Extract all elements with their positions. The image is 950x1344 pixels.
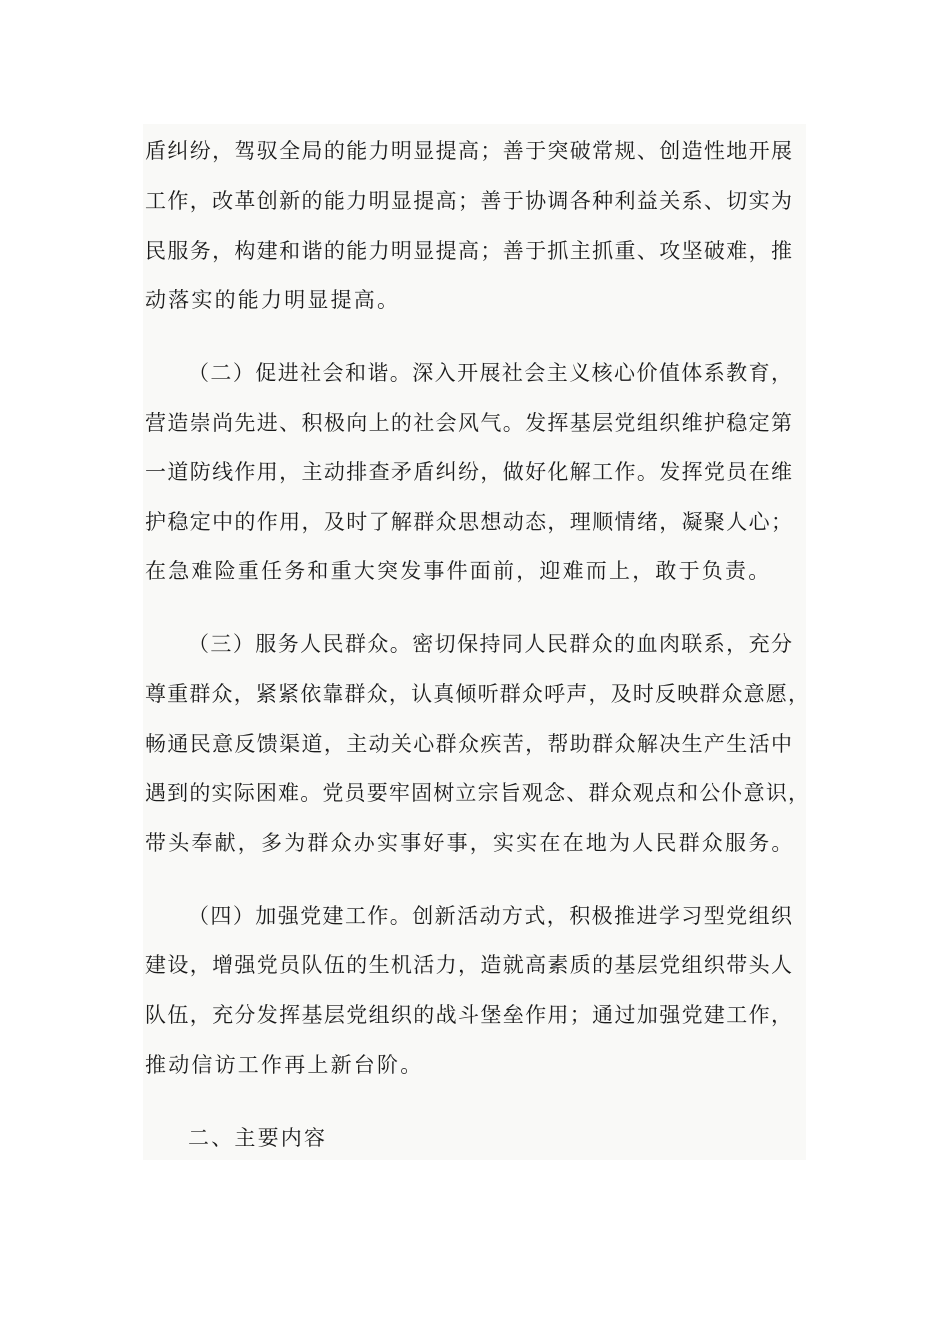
- paragraph-2-line-1: （二）促进社会和谐。深入开展社会主义核心价值体系教育，: [188, 361, 792, 385]
- paragraph-2-line-3: 一道防线作用，主动排查矛盾纠纷，做好化解工作。发挥党员在维: [145, 460, 792, 484]
- paragraph-3-line-2: 尊重群众，紧紧依靠群众，认真倾听群众呼声，及时反映群众意愿，: [145, 682, 809, 706]
- paragraph-3-line-3: 畅通民意反馈渠道，主动关心群众疾苦，帮助群众解决生产生活中: [145, 732, 792, 756]
- paragraph-3-line-1: （三）服务人民群众。密切保持同人民群众的血肉联系，充分: [188, 632, 792, 656]
- paragraph-3-line-5: 带头奉献，多为群众办实事好事，实实在在地为人民群众服务。: [145, 831, 795, 855]
- paragraph-2-line-5: 在急难险重任务和重大突发事件面前，迎难而上，敢于负责。: [145, 559, 772, 583]
- paragraph-2-line-4: 护稳定中的作用，及时了解群众思想动态，理顺情绪，凝聚人心；: [145, 510, 792, 534]
- paragraph-4-line-4: 推动信访工作再上新台阶。: [145, 1053, 424, 1077]
- paragraph-1-line-3: 民服务，构建和谐的能力明显提高；善于抓主抓重、攻坚破难，推: [145, 239, 792, 263]
- paragraph-1-line-4: 动落实的能力明显提高。: [145, 288, 401, 312]
- section-heading: 二、主要内容: [188, 1126, 328, 1150]
- paragraph-4-line-2: 建设，增强党员队伍的生机活力，造就高素质的基层党组织带头人: [145, 953, 792, 977]
- paragraph-4-line-1: （四）加强党建工作。创新活动方式，积极推进学习型党组织: [188, 904, 792, 928]
- paragraph-1-line-1: 盾纠纷，驾驭全局的能力明显提高；善于突破常规、创造性地开展: [145, 139, 792, 163]
- paragraph-1-line-2: 工作，改革创新的能力明显提高；善于协调各种利益关系、切实为: [145, 189, 792, 213]
- paragraph-4-line-3: 队伍，充分发挥基层党组织的战斗堡垒作用；通过加强党建工作，: [145, 1003, 792, 1027]
- paragraph-2-line-2: 营造崇尚先进、积极向上的社会风气。发挥基层党组织维护稳定第: [145, 411, 792, 435]
- paragraph-3-line-4: 遇到的实际困难。党员要牢固树立宗旨观念、群众观点和公仆意识，: [145, 781, 809, 805]
